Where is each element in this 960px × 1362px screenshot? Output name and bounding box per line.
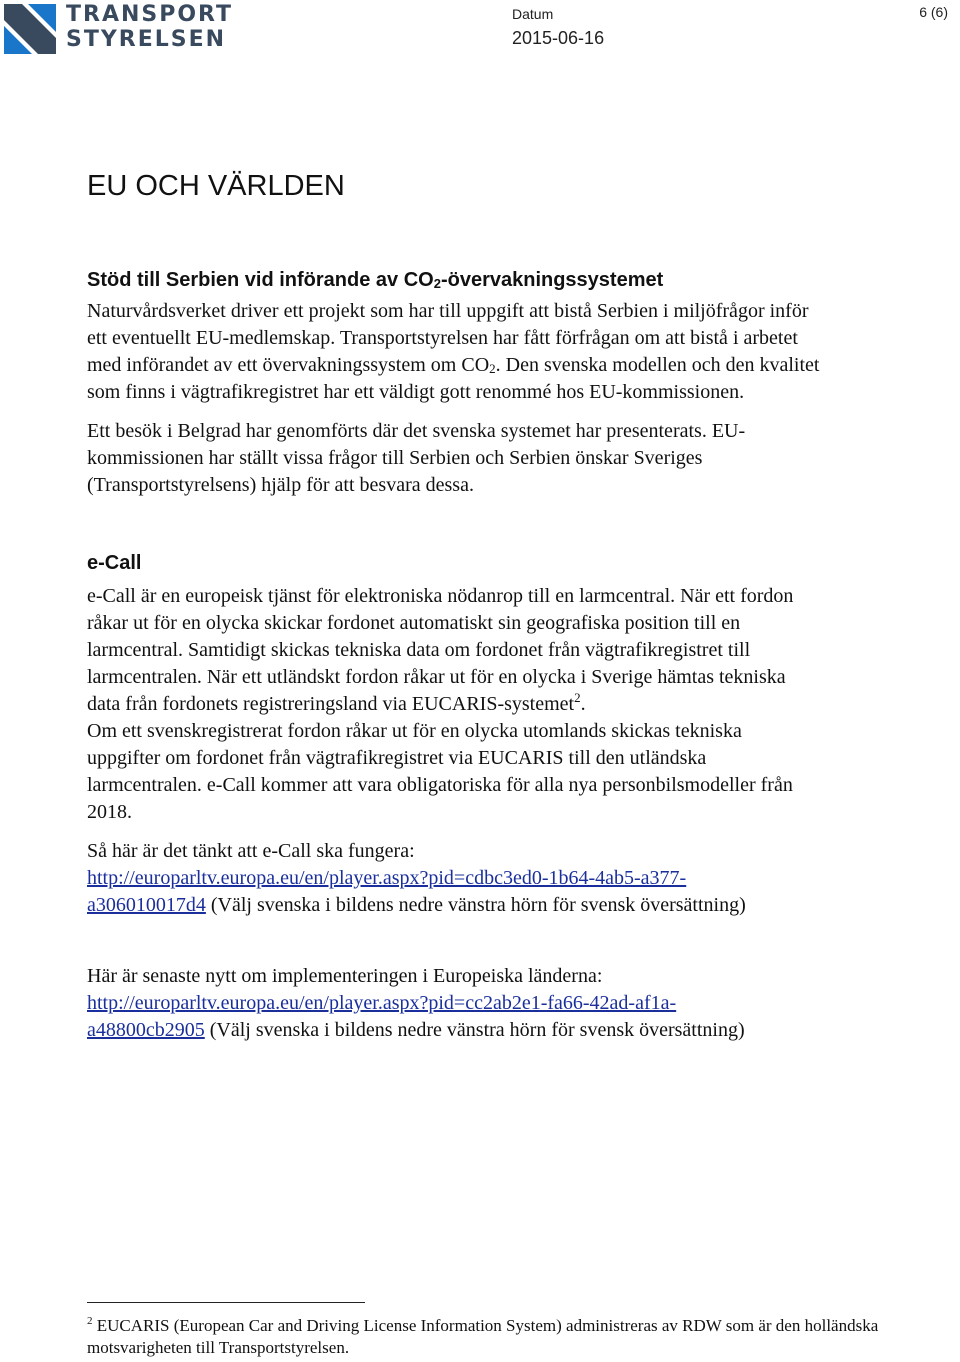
paragraph-ecall-link2: [87, 990, 807, 1044]
paragraph-ecall-2: Om ett svenskregistrerat fordon råkar ut för en olycka utomlands skickas tekniska uppgifter om fordonet från vägtrafikregistret via EUCARIS till den utländska larmcentralen. e-Call kommer att vara obligatoriska för alla nya personbilsmodeller från 2018.: [87, 720, 793, 823]
paragraph-serbia-1-subscript: 2: [489, 361, 496, 376]
footnote: [87, 1315, 937, 1359]
link-ecall-news-line2[interactable]: a48800cb2905: [87, 1019, 205, 1041]
footnote-divider: [87, 1302, 365, 1303]
logo-text: [66, 2, 233, 52]
paragraph-serbia-2: Ett besök i Belgrad har genomförts där det svenska systemet har presenterats. EU-kommissionen har ställt vissa frågor till Serbien och Serbien önskar Sveriges (Transportstyrelsens) hjälp för att besvara dessa.: [87, 420, 746, 496]
link-ecall-news-note: (Välj svenska i bildens nedre vänstra hörn för svensk översättning): [204, 1019, 745, 1041]
link-ecall-video-note: (Välj svenska i bildens nedre vänstra hörn för svensk översättning): [205, 894, 746, 916]
paragraph-ecall-how-intro: Så här är det tänkt att e-Call ska fungera:: [87, 840, 415, 862]
paragraph-ecall-1: [87, 583, 797, 718]
page-number: 6 (6): [919, 4, 948, 20]
transportstyrelsen-logo: [4, 2, 234, 54]
document-body: [87, 170, 937, 1044]
paragraph-ecall-link1: [87, 865, 807, 919]
paragraph-ecall-1-b: .: [580, 693, 586, 715]
paragraph-serbia-1: [87, 298, 827, 406]
paragraph-ecall-1-a: e-Call är en europeisk tjänst för elektroniska nödanrop till en larmcentral. När ett fordon råkar ut för en olycka skickar fordonet automatiskt sin geografiska position till en larmcentral. Samtidigt skickas tekniska data om fordonet från vägtrafikregistret till larmcentralen. När ett utländskt fordon råkar ut för en olycka i Sverige hämtas tekniska data från fordonets registreringsland via EUCARIS-systemet: [87, 585, 794, 715]
heading-serbia-post: -övervakningssystemet: [440, 269, 664, 291]
logo-line-2: STYRELSEN: [66, 27, 227, 52]
date-block: [512, 6, 604, 49]
paragraph-serbia-1-a: Naturvårdsverket driver ett projekt som har till uppgift att bistå Serbien i miljöfrågor inför ett eventuellt EU-medlemskap. Transportstyrelsen har fått förfrågan om att bistå i arbetet med införandet av ett övervakningssystem om CO: [87, 300, 809, 376]
section-heading-ecall: e-Call: [87, 552, 142, 574]
link-ecall-video-line1[interactable]: http://europarltv.europa.eu/en/player.aspx?pid=cdbc3ed0-1b64-4ab5-a377-: [87, 867, 687, 889]
date-label: Datum: [512, 6, 554, 22]
footnote-ref[interactable]: 2: [574, 690, 581, 705]
paragraph-serbia-1-b: . Den svenska modellen och den kvalitet som finns i vägtrafikregistret har ett väldigt gott renommé hos EU-kommissionen.: [87, 354, 820, 403]
logo-line-1: TRANSPORT: [66, 2, 234, 27]
footnote-text: EUCARIS (European Car and Driving License Information System) administreras av RDW som är den holländska motsvarigheten till Transportstyrelsen.: [87, 1316, 879, 1357]
footnote-marker: 2: [87, 1315, 93, 1327]
heading-serbia-pre: Stöd till Serbien vid införande av CO: [87, 269, 434, 291]
link-ecall-news-line1[interactable]: http://europarltv.europa.eu/en/player.aspx?pid=cc2ab2e1-fa66-42ad-af1a-: [87, 992, 677, 1014]
paragraph-ecall-news-intro: Här är senaste nytt om implementeringen i Europeiska länderna:: [87, 965, 603, 987]
logo-mark-icon: [4, 4, 56, 54]
link-ecall-video-line2[interactable]: a306010017d4: [87, 894, 206, 916]
heading-serbia-subscript: 2: [433, 276, 441, 291]
main-heading: EU OCH VÄRLDEN: [87, 170, 345, 202]
date-value: 2015-06-16: [512, 28, 605, 48]
section-heading-serbia: [87, 269, 937, 292]
